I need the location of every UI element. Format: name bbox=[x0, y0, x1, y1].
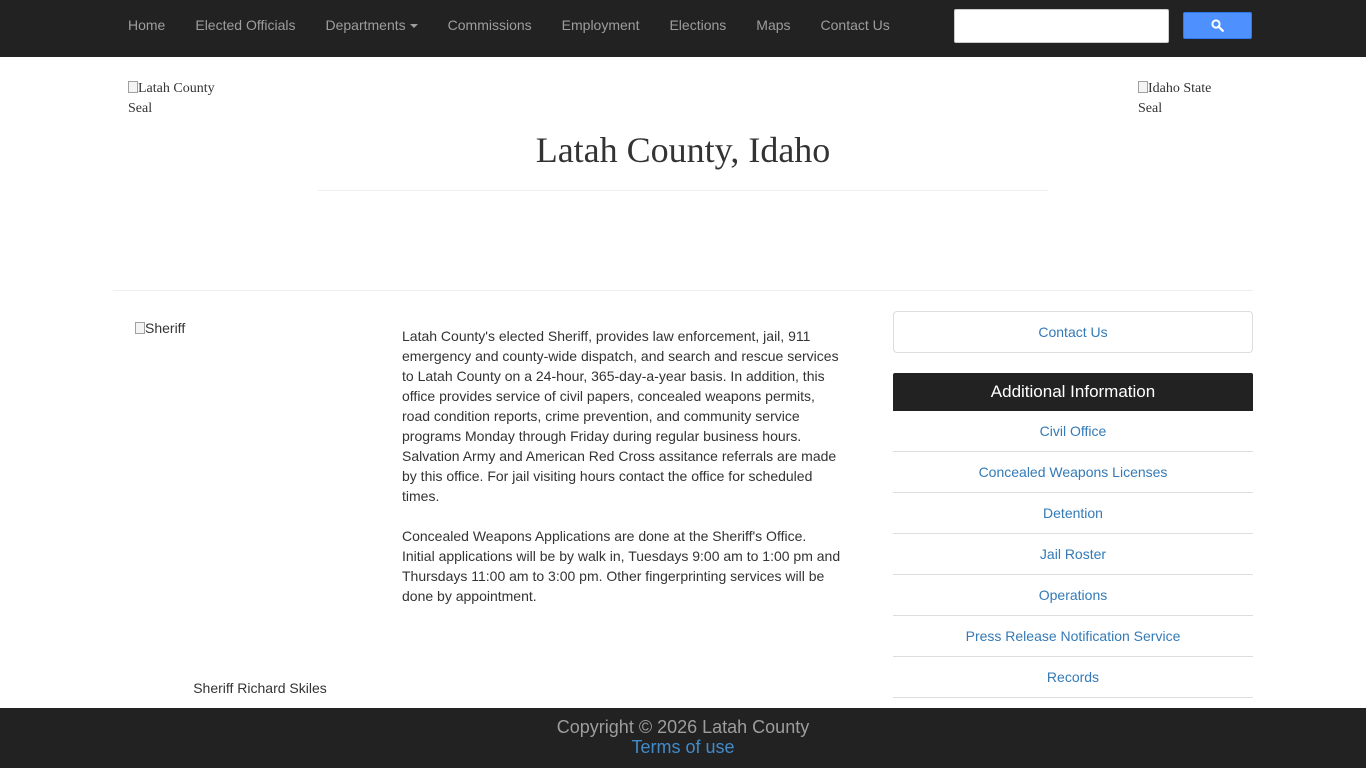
nav-item-employment[interactable] bbox=[547, 0, 655, 50]
seal-alt-text: Idaho State Seal bbox=[1138, 81, 1212, 116]
sidebar-link-jail-roster[interactable]: Jail Roster bbox=[893, 534, 1253, 575]
sheriff-photo bbox=[135, 318, 185, 338]
copyright-text: Copyright © 2026 Latah County bbox=[556, 717, 810, 737]
nav-item-maps[interactable] bbox=[741, 0, 805, 50]
nav-item-commissions[interactable] bbox=[433, 0, 547, 50]
nav-item-elections[interactable] bbox=[654, 0, 741, 50]
nav-menu bbox=[113, 0, 905, 50]
seal-alt-text: Latah County Seal bbox=[128, 81, 215, 116]
sidebar-link-operations[interactable]: Operations bbox=[893, 575, 1253, 616]
top-navbar bbox=[0, 0, 1366, 57]
search-button[interactable] bbox=[1183, 12, 1252, 39]
nav-item-contact-us[interactable] bbox=[806, 0, 905, 50]
sidebar-link-detention[interactable]: Detention bbox=[893, 493, 1253, 534]
sheriff-description bbox=[402, 326, 842, 626]
description-paragraph: Concealed Weapons Applications are done at the Sheriff's Office. Initial applications will be by walk in, Tuesdays 9:00 am to 1:00 pm and Thursdays 11:00 am to 3:00 pm. Other fingerprinting services will be done by appointment. bbox=[402, 528, 841, 604]
section-divider bbox=[113, 290, 1253, 291]
contact-us-button[interactable]: Contact Us bbox=[893, 311, 1253, 353]
nav-item-label: Elected Officials bbox=[195, 17, 296, 33]
sheriff-caption: Sheriff Richard Skiles bbox=[193, 680, 327, 696]
terms-of-use-link[interactable]: Terms of use bbox=[631, 737, 735, 757]
sidebar-link-concealed-weapons-licenses[interactable]: Concealed Weapons Licenses bbox=[893, 452, 1253, 493]
description-paragraph: Latah County's elected Sheriff, provides law enforcement, jail, 911 emergency and county-wide dispatch, and search and rescue services to Latah County on a 24-hour, 365-day-a-year basis. In addition, this office provides service of civil papers, concealed weapons permits, road condition reports, crime prevention, and community service programs Monday through Friday during regular business hours. Salvation Army and American Red Cross assitance referrals are made by this office. For jail visiting hours contact the office for scheduled times. bbox=[402, 328, 839, 504]
nav-item-label: Departments bbox=[325, 17, 406, 33]
nav-item-label: Commissions bbox=[447, 17, 532, 33]
additional-information-heading: Additional Information bbox=[893, 373, 1253, 411]
additional-information-list bbox=[893, 411, 1253, 698]
nav-item-label: Maps bbox=[756, 17, 791, 33]
nav-item-label: Home bbox=[128, 17, 166, 33]
search-input[interactable] bbox=[954, 9, 1169, 43]
page-title: Latah County, Idaho bbox=[535, 130, 831, 170]
sheriff-photo-alt-text: Sheriff bbox=[145, 320, 186, 336]
nav-item-label: Employment bbox=[561, 17, 640, 33]
nav-item-departments[interactable] bbox=[310, 0, 432, 50]
idaho-state-seal bbox=[1138, 79, 1238, 119]
broken-image-icon bbox=[128, 81, 138, 93]
broken-image-icon bbox=[135, 322, 145, 334]
nav-item-elected-officials[interactable] bbox=[180, 0, 310, 50]
title-divider bbox=[318, 190, 1048, 191]
sidebar-link-press-release[interactable]: Press Release Notification Service bbox=[893, 616, 1253, 657]
footer bbox=[0, 708, 1366, 768]
nav-item-home[interactable] bbox=[113, 0, 180, 50]
broken-image-icon bbox=[1138, 81, 1148, 93]
caret-down-icon bbox=[410, 24, 418, 28]
sidebar-link-records[interactable]: Records bbox=[893, 657, 1253, 698]
latah-county-seal bbox=[128, 79, 228, 119]
search-icon bbox=[1211, 19, 1224, 32]
nav-item-label: Contact Us bbox=[820, 17, 890, 33]
sidebar-link-civil-office[interactable]: Civil Office bbox=[893, 411, 1253, 452]
nav-item-label: Elections bbox=[669, 17, 727, 33]
